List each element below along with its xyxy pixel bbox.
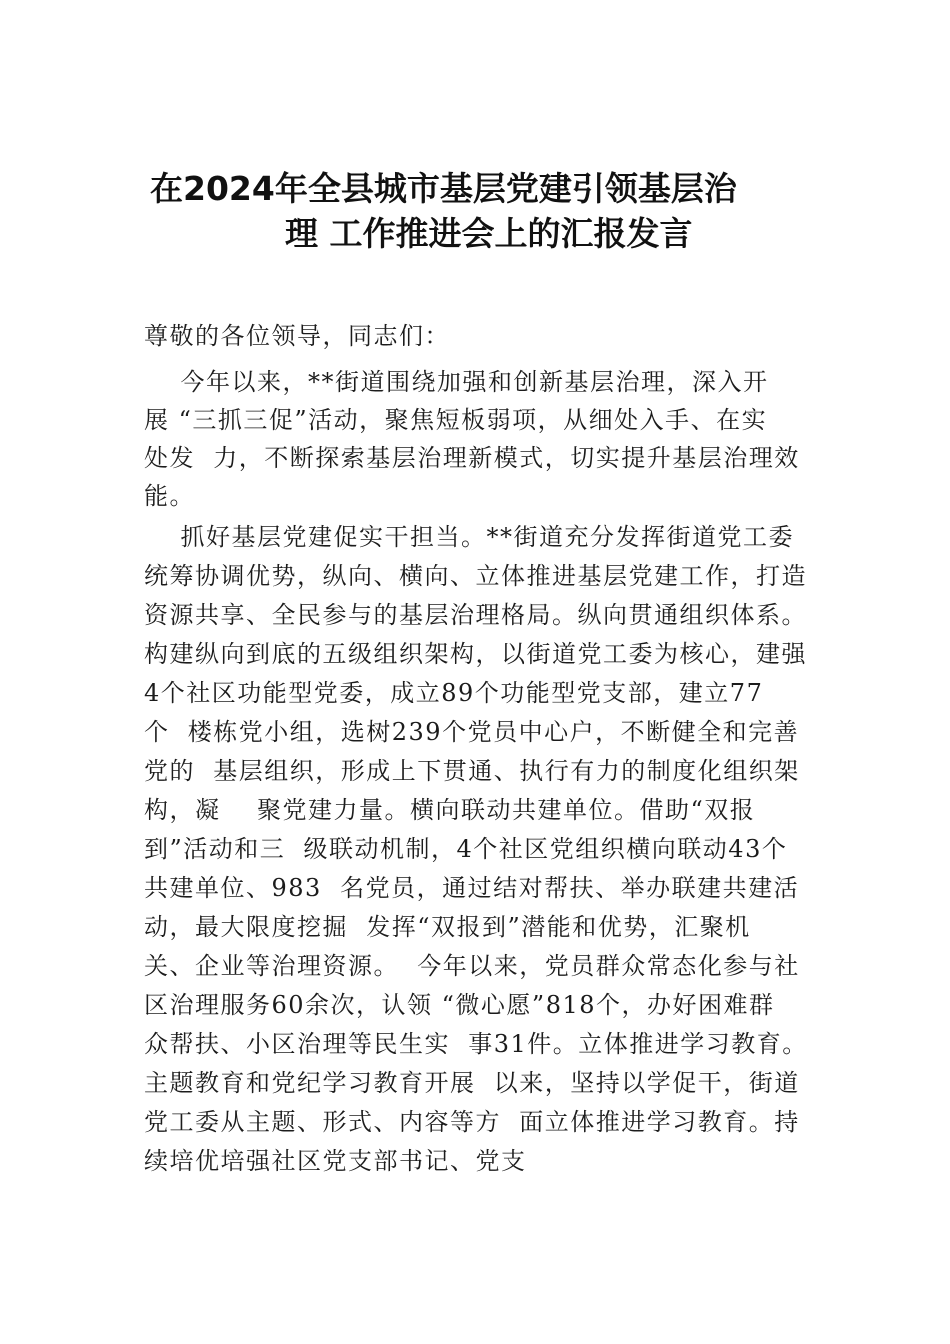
paragraph-line: 能。 xyxy=(144,482,195,510)
document-title-line-1: 在2024年全县城市基层党建引领基层治 xyxy=(150,169,737,208)
paragraph-line: 抓好基层党建促实干担当。**街道充分发挥街道党工委 xyxy=(144,523,795,551)
paragraph-line: 党工委从主题、形式、内容等方 面立体推进学习教育。持 xyxy=(144,1108,800,1136)
paragraph-line: 续培优培强社区党支部书记、党支 xyxy=(144,1147,527,1175)
salutation: 尊敬的各位领导，同志们： xyxy=(144,322,450,350)
paragraph-line: 共建单位、983 名党员，通过结对帮扶、举办联建共建活 xyxy=(144,874,800,902)
paragraph-line: 资源共享、全民参与的基层治理格局。纵向贯通组织体系。 xyxy=(144,601,807,629)
paragraph-line: 处发 力，不断探索基层治理新模式，切实提升基层治理效 xyxy=(144,444,800,472)
paragraph-line: 区治理服务60余次，认领 “微心愿”818个，办好困难群 xyxy=(144,991,775,1019)
paragraph-line: 到”活动和三 级联动机制，4个社区党组织横向联动43个 xyxy=(144,835,788,863)
paragraph-line: 众帮扶、小区治理等民生实 事31件。立体推进学习教育。 xyxy=(144,1030,808,1058)
paragraph-line: 党的 基层组织，形成上下贯通、执行有力的制度化组织架 xyxy=(144,757,800,785)
paragraph-line: 关、企业等治理资源。 今年以来，党员群众常态化参与社 xyxy=(144,952,800,980)
document-title-line-2: 理 工作推进会上的汇报发言 xyxy=(285,214,693,253)
paragraph-line: 今年以来，**街道围绕加强和创新基层治理，深入开 xyxy=(144,368,769,396)
paragraph-line: 构，凝 聚党建力量。横向联动共建单位。借助“双报 xyxy=(144,796,756,824)
paragraph-line: 4个社区功能型党委，成立89个功能型党支部，建立77 xyxy=(144,679,764,707)
paragraph-line: 动，最大限度挖掘 发挥“双报到”潜能和优势，汇聚机 xyxy=(144,913,751,941)
paragraph-line: 个 楼栋党小组，选树239个党员中心户，不断健全和完善 xyxy=(144,718,800,746)
paragraph-line: 构建纵向到底的五级组织架构，以街道党工委为核心，建强 xyxy=(144,640,807,668)
paragraph-line: 统筹协调优势，纵向、横向、立体推进基层党建工作，打造 xyxy=(144,562,807,590)
paragraph-line: 主题教育和党纪学习教育开展 以来，坚持以学促干，街道 xyxy=(144,1069,800,1097)
paragraph-line: 展 “三抓三促”活动，聚焦短板弱项，从细处入手、在实 xyxy=(144,406,768,434)
